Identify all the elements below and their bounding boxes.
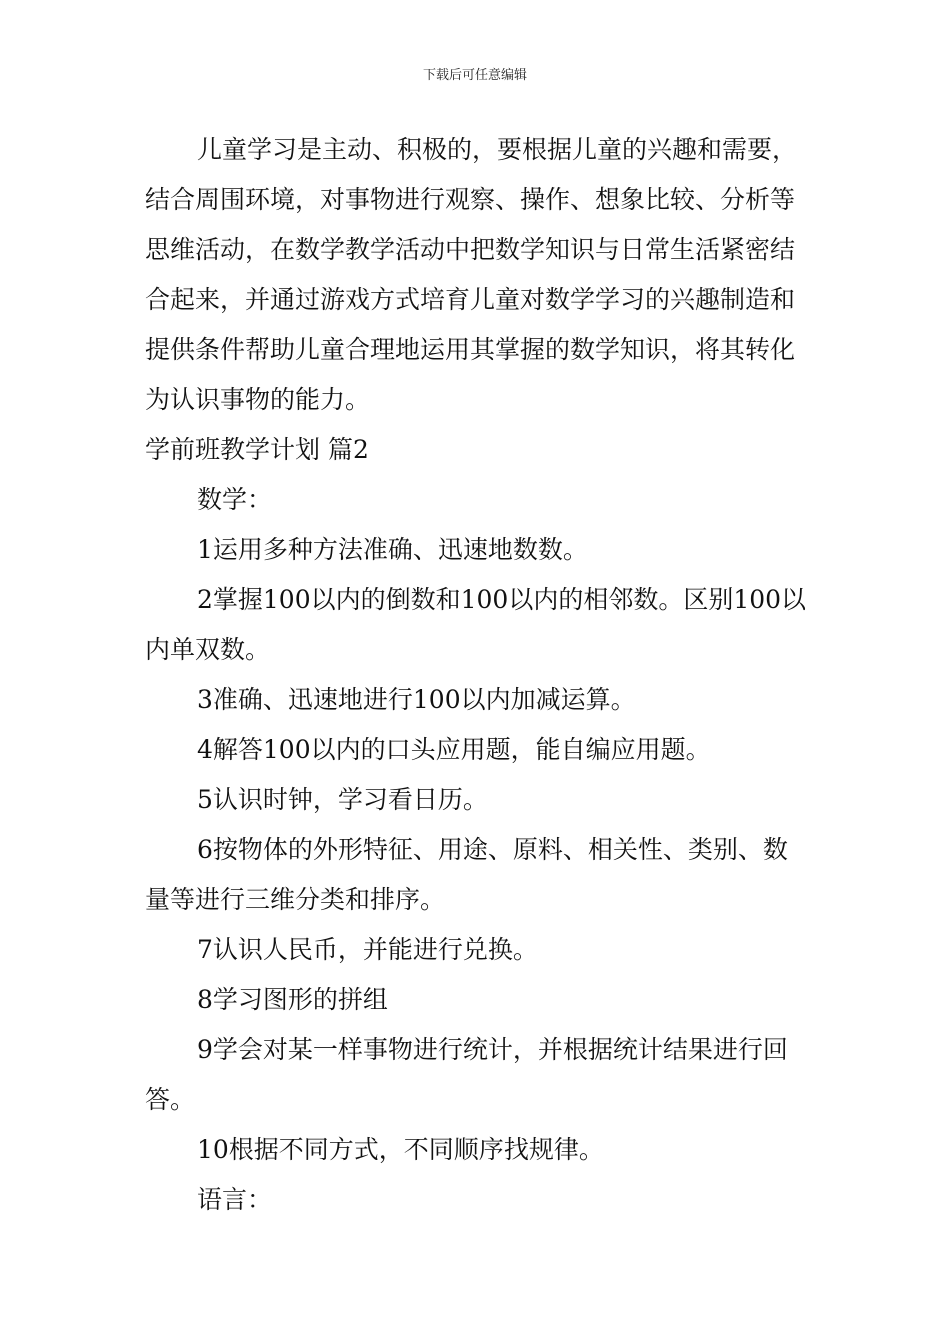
list-item: 7认识人民币，并能进行兑换。 [197, 935, 538, 964]
list-item: 1运用多种方法准确、迅速地数数。 [197, 535, 588, 564]
list-item: 5认识时钟，学习看日历。 [197, 785, 488, 814]
list-item: 2掌握100以内的倒数和100以内的相邻数。区别100以内单双数。 [145, 585, 807, 664]
list-item: 4解答100以内的口头应用题，能自编应用题。 [197, 735, 711, 764]
section-title: 学前班教学计划 篇2 [145, 435, 369, 464]
list-item: 9学会对某一样事物进行统计，并根据统计结果进行回答。 [145, 1035, 788, 1114]
list-item: 6按物体的外形特征、用途、原料、相关性、类别、数量等进行三维分类和排序。 [145, 835, 788, 914]
list-item: 10根据不同方式，不同顺序找规律。 [197, 1135, 604, 1164]
page-header-note: 下载后可任意编辑 [422, 68, 527, 83]
math-label: 数学： [197, 485, 273, 514]
language-label: 语言： [197, 1185, 273, 1214]
intro-paragraph: 儿童学习是主动、积极的，要根据儿童的兴趣和需要，结合周围环境，对事物进行观察、操作、想象比较、分析等思维活动，在数学教学活动中把数学知识与日常生活紧密结合起来，并通过游戏方式培育儿童对数学学习的兴趣制造和提供条件帮助儿童合理地运用其掌握的数学知识，将其转化为认识事物的能力。 [145, 135, 798, 414]
document-body [145, 125, 810, 1225]
list-item: 3准确、迅速地进行100以内加减运算。 [197, 685, 636, 714]
list-item: 8学习图形的拼组 [197, 985, 388, 1014]
